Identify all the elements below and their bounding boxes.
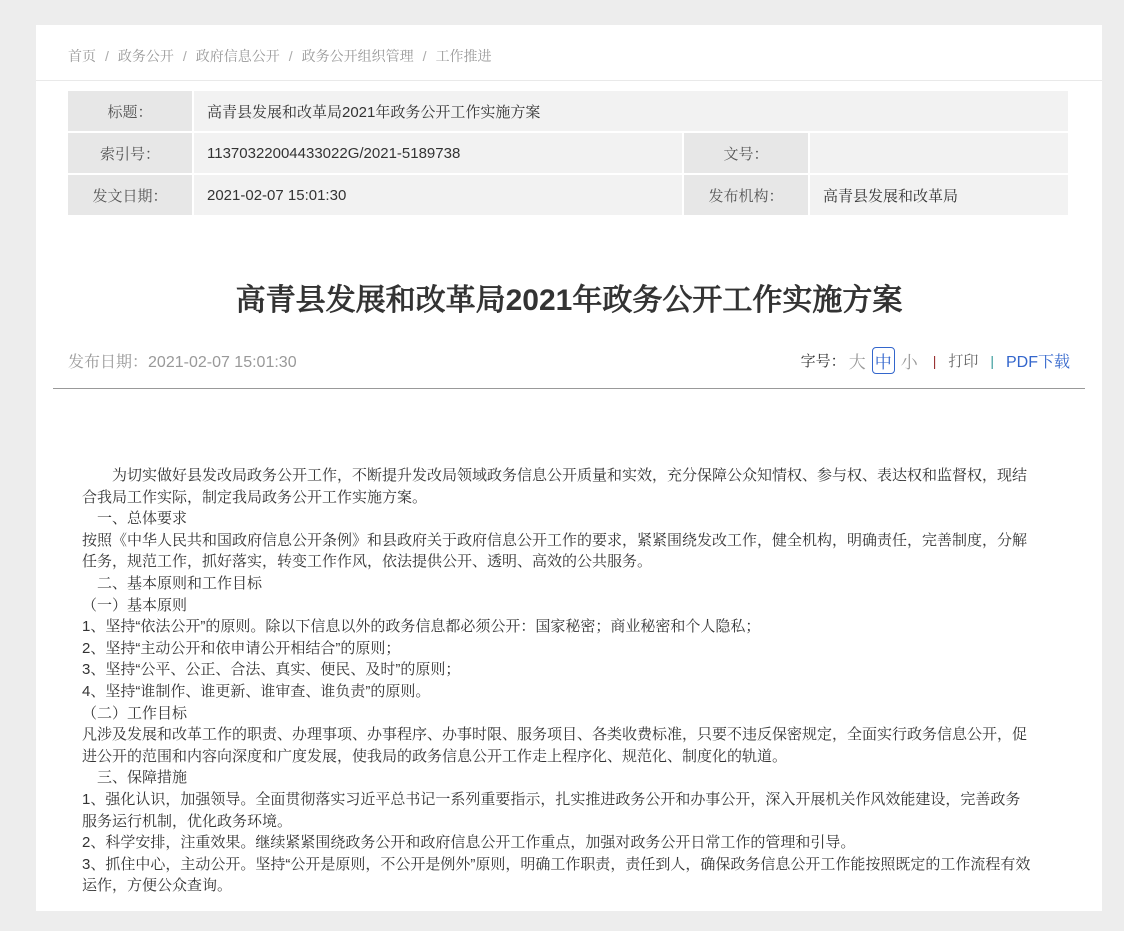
breadcrumb-item-work-progress[interactable]: 工作推进 <box>435 48 492 64</box>
paragraph: 3、坚持“公平、公正、合法、真实、便民、及时”的原则； <box>82 661 461 679</box>
font-size-medium-button[interactable]: 中 <box>872 347 895 374</box>
heading-subsection-2: （二）工作目标 <box>82 704 188 722</box>
toolbar-divider: | <box>990 352 994 369</box>
pdf-download-button[interactable]: PDF下载 <box>1005 354 1070 371</box>
toolbar-divider: | <box>932 352 937 369</box>
breadcrumb-item-government-affairs[interactable]: 政务公开 <box>117 48 174 64</box>
publish-date-value: 2021-02-07 15:01:30 <box>148 354 297 371</box>
article-meta-row <box>68 347 1070 374</box>
meta-doc-number-value <box>810 133 1068 173</box>
header-divider-line <box>53 388 1085 389</box>
heading-section-3: 三、保障措施 <box>82 769 188 787</box>
meta-publisher-label: 发布机构： <box>684 175 808 215</box>
font-size-small-button[interactable]: 小 <box>900 353 918 372</box>
breadcrumb-separator: / <box>182 48 187 64</box>
page-title: 高青县发展和改革局2021年政务公开工作实施方案 <box>235 284 903 317</box>
breadcrumb-item-home[interactable]: 首页 <box>68 48 96 64</box>
paragraph: 2、坚持“主动公开和依申请公开相结合”的原则； <box>82 639 401 657</box>
meta-index-value: 11370322004433022G/2021-5189738 <box>194 133 682 173</box>
heading-subsection-1: （一）基本原则 <box>82 596 188 614</box>
paragraph: 2、科学安排，注重效果。继续紧紧围绕政务公开和政府信息公开工作重点，加强对政务公开日常工作的管理和引导。 <box>82 834 856 852</box>
meta-title-value: 高青县发展和改革局2021年政务公开工作实施方案 <box>194 91 1068 131</box>
article-body <box>82 465 1032 897</box>
publish-date <box>68 349 297 372</box>
font-size-large-button[interactable]: 大 <box>848 353 866 372</box>
breadcrumb <box>36 25 1102 81</box>
breadcrumb-item-government-info[interactable]: 政府信息公开 <box>195 48 280 64</box>
publish-date-label: 发布日期： <box>68 354 149 371</box>
paragraph: 凡涉及发展和改革工作的职责、办理事项、办事程序、办事时限、服务项目、各类收费标准，只要不违反保密规定，全面实行政务信息公开，促进公开的范围和内容向深度和广度发展，使我局的政务信息公开工作走上程序化、规范化、制度化的轨道。 <box>82 726 1028 765</box>
paragraph: 3、抓住中心，主动公开。坚持“公开是原则，不公开是例外”原则，明确工作职责，责任到人，确保政务信息公开工作能按照既定的工作流程有效运作，方便公众查询。 <box>82 855 1031 895</box>
meta-title-label: 标题： <box>68 91 192 131</box>
breadcrumb-separator: / <box>288 48 293 64</box>
meta-issue-date-label: 发文日期： <box>68 175 192 215</box>
meta-index-label: 索引号： <box>68 133 192 173</box>
meta-publisher-value: 高青县发展和改革局 <box>810 175 1068 215</box>
paragraph: 1、强化认识，加强领导。全面贯彻落实习近平总书记一系列重要指示，扎实推进政务公开和办事公开，深入开展机关作风效能建设，完善政务服务运行机制，优化政务环境。 <box>82 790 1021 830</box>
heading-section-1: 一、总体要求 <box>82 510 188 528</box>
paragraph-intro: 为切实做好县发改局政务公开工作，不断提升发改局领域政务信息公开质量和实效，充分保障公众知情权、参与权、表达权和监督权，现结合我局工作实际，制定我局政务公开工作实施方案。 <box>82 467 1028 506</box>
breadcrumb-item-org-management[interactable]: 政务公开组织管理 <box>301 48 414 64</box>
print-button[interactable]: 打印 <box>948 353 979 370</box>
paragraph: 4、坚持“谁制作、谁更新、谁审查、谁负责”的原则。 <box>82 682 431 700</box>
breadcrumb-separator: / <box>105 48 109 64</box>
font-size-label: 字号： <box>800 353 846 370</box>
paragraph: 按照《中华人民共和国政府信息公开条例》和县政府关于政府信息公开工作的要求，紧紧围绕发改工作，健全机构，明确责任，完善制度，分解任务，规范工作，抓好落实，转变工作作风，依法提供公开、透明、高效的公共服务。 <box>82 531 1028 571</box>
article-toolbar <box>801 347 1070 374</box>
meta-doc-number-label: 文号： <box>684 133 808 173</box>
page <box>0 25 1124 931</box>
breadcrumb-separator: / <box>422 48 427 64</box>
heading-section-2: 二、基本原则和工作目标 <box>82 574 263 592</box>
paragraph: 1、坚持“依法公开”的原则。除以下信息以外的政务信息都必须公开：国家秘密；商业秘密和个人隐私； <box>82 618 761 636</box>
document-meta-table <box>68 91 1070 215</box>
content-card <box>36 25 1102 911</box>
meta-issue-date-value: 2021-02-07 15:01:30 <box>194 175 682 215</box>
